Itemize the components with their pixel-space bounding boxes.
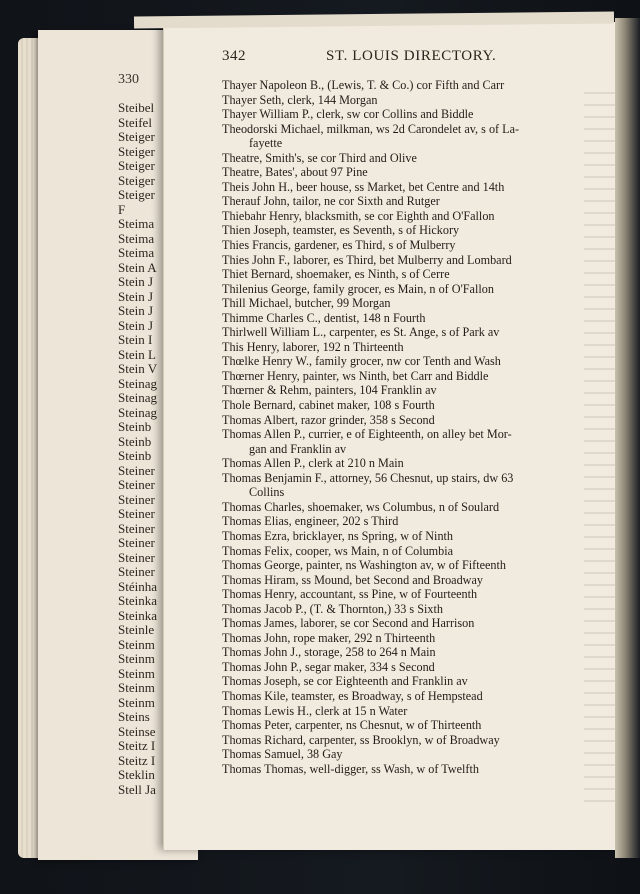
- back-page-line: Steima: [118, 245, 155, 260]
- back-page-line: Steinb: [118, 419, 152, 434]
- back-page-line: Steiner: [118, 564, 155, 579]
- directory-entry: Thomas Henry, accountant, ss Pine, w of Fourteenth: [222, 587, 478, 602]
- directory-entry: Thomas Peter, carpenter, ns Chesnut, w of Thirteenth: [222, 718, 482, 733]
- directory-entry: Thomas Allen P., currier, e of Eighteenth, on alley bet Mor-: [222, 427, 512, 442]
- directory-entry: Thilenius George, family grocer, es Main, n of O'Fallon: [222, 281, 494, 296]
- directory-entry: Thomas George, painter, ns Washington av, w of Fifteenth: [222, 558, 506, 573]
- back-page-line: Steinag: [118, 390, 157, 405]
- directory-entry: Thomas John P., segar maker, 334 s Second: [222, 659, 435, 674]
- directory-entry: Thomas Benjamin F., attorney, 56 Chesnut, up stairs, dw 63: [222, 470, 514, 485]
- back-page-line: Steinka: [118, 593, 157, 608]
- directory-entry: Thirlwell William L., carpenter, es St. Ange, s of Park av: [222, 325, 500, 340]
- back-page-line: Steinm: [118, 665, 155, 681]
- directory-entry: Thomas Joseph, se cor Eighteenth and Franklin av: [222, 674, 468, 689]
- directory-entry: Thies Francis, gardener, es Third, s of Mulberry: [222, 238, 456, 253]
- directory-entry: Thomas Hiram, ss Mound, bet Second and Broadway: [222, 572, 483, 587]
- directory-entry: Thole Bernard, cabinet maker, 108 s Fourth: [222, 398, 435, 413]
- back-page-line: Steiger: [118, 158, 155, 173]
- back-page-line: Steinm: [118, 694, 155, 710]
- directory-entry: Thœrner Henry, painter, ws Ninth, bet Carr and Biddle: [222, 368, 489, 383]
- directory-entry: Therauf John, tailor, ne cor Sixth and Rutger: [222, 194, 440, 209]
- directory-entry: Thomas Samuel, 38 Gay: [222, 747, 343, 762]
- directory-entry: gan and Franklin av: [249, 441, 347, 456]
- book-right-edge: [615, 18, 640, 858]
- directory-entry: Thomas Felix, cooper, ws Main, n of Columbia: [222, 543, 454, 558]
- directory-entry: fayette: [249, 136, 283, 151]
- back-page-line: Steiner: [118, 549, 155, 565]
- directory-entry: Collins: [249, 485, 285, 500]
- directory-entry: Thomas Kile, teamster, es Broadway, s of Hempstead: [222, 688, 483, 703]
- back-page-line: Stein J: [118, 303, 154, 318]
- back-page-number: 330: [118, 72, 139, 87]
- back-page-line: Stein J: [118, 274, 154, 289]
- directory-entries: [222, 78, 602, 776]
- directory-entry: Thomas Thomas, well-digger, ss Wash, w of Twelfth: [222, 761, 479, 776]
- back-page-line: Steitz I: [118, 738, 156, 753]
- directory-entry: Thomas Jacob P., (T. & Thornton,) 33 s Sixth: [222, 601, 443, 616]
- back-page-line: Steifel: [118, 114, 152, 130]
- back-page-line: Steinle: [118, 622, 155, 637]
- back-page-line: Steibel: [118, 100, 155, 115]
- back-page-line: Stéinha: [118, 578, 157, 594]
- directory-entry: Thayer Seth, clerk, 144 Morgan: [222, 92, 378, 107]
- back-page-line: Steinse: [118, 723, 156, 739]
- back-page-line: Steinm: [118, 651, 155, 666]
- back-page-line: Steinm: [118, 680, 155, 695]
- directory-entry: Thomas John, rope maker, 292 n Thirteenth: [222, 630, 436, 645]
- back-page-line: Steiner: [118, 491, 155, 507]
- back-page-line: Steinb: [118, 448, 152, 463]
- directory-entry: Thayer William P., clerk, sw cor Collins and Biddle: [222, 107, 474, 122]
- directory-entry: This Henry, laborer, 192 n Thirteenth: [222, 339, 404, 354]
- back-page-line: Steinag: [118, 375, 157, 391]
- directory-entry: Thomas Charles, shoemaker, ws Columbus, n of Soulard: [222, 499, 500, 514]
- page-number: 342: [222, 48, 246, 64]
- back-page-line: Steima: [118, 230, 155, 246]
- back-page-line: Stein L: [118, 346, 156, 362]
- back-page-line: Steiner: [118, 506, 155, 521]
- directory-entry: Thill Michael, butcher, 99 Morgan: [222, 296, 391, 311]
- back-page-line: Steinka: [118, 607, 157, 623]
- directory-entry: Thomas Albert, razor grinder, 358 s Second: [222, 412, 435, 427]
- back-page-line: Stein I: [118, 332, 153, 347]
- directory-entry: Theatre, Bates', about 97 Pine: [222, 165, 368, 180]
- back-page-line: Stein J: [118, 317, 154, 333]
- directory-entry: Theodorski Michael, milkman, ws 2d Carondelet av, s of La-: [222, 121, 520, 136]
- back-page-line: Steinb: [118, 433, 152, 449]
- running-title: ST. LOUIS DIRECTORY.: [326, 48, 497, 64]
- directory-entry: Thomas John J., storage, 258 to 264 n Main: [222, 645, 436, 660]
- back-page-line: Steiner: [118, 535, 155, 550]
- back-page-line: Steiger: [118, 143, 155, 159]
- page-header: [164, 48, 616, 68]
- back-page-line: Stein A: [118, 259, 157, 275]
- directory-entry: Thœlke Henry W., family grocer, nw cor Tenth and Wash: [222, 354, 501, 369]
- back-page-line: Steklin: [118, 767, 155, 782]
- directory-entry: Thayer Napoleon B., (Lewis, T. & Co.) cor Fifth and Carr: [222, 78, 505, 92]
- directory-entry: Theatre, Smith's, se cor Third and Olive: [222, 150, 417, 165]
- back-page-line: Stell Ja: [118, 781, 156, 797]
- directory-entry: Thomas Allen P., clerk at 210 n Main: [222, 456, 404, 471]
- directory-entry: Thiebahr Henry, blacksmith, se cor Eighth and O'Fallon: [222, 208, 495, 223]
- back-page-line: Steiner: [118, 462, 155, 478]
- front-page: [163, 22, 616, 850]
- back-page-line: Stein J: [118, 288, 154, 304]
- directory-entry: Thimme Charles C., dentist, 148 n Fourth: [222, 310, 426, 325]
- directory-entry: Thomas Ezra, bricklayer, ns Spring, w of Ninth: [222, 528, 454, 543]
- directory-entry: Thomas Elias, engineer, 202 s Third: [222, 514, 399, 529]
- back-page-line: Steiger: [118, 129, 155, 144]
- directory-entry: Thien Joseph, teamster, es Seventh, s of Hickory: [222, 223, 460, 238]
- back-page-line: Steiner: [118, 477, 155, 492]
- back-page-line: Steima: [118, 216, 155, 231]
- directory-entry: Thœrner & Rehm, painters, 104 Franklin av: [222, 383, 437, 398]
- back-page-line: Steins: [118, 709, 150, 724]
- directory-entry: Thomas Lewis H., clerk at 15 n Water: [222, 703, 408, 718]
- back-page-line: Steiner: [118, 520, 155, 536]
- directory-entry: Thiet Bernard, shoemaker, es Ninth, s of Cerre: [222, 267, 450, 282]
- directory-entry: Thomas James, laborer, se cor Second and Harrison: [222, 616, 475, 631]
- back-page-line: Steiger: [118, 187, 155, 202]
- directory-entry: Thomas Richard, carpenter, ss Brooklyn, w of Broadway: [222, 732, 500, 747]
- back-page-line: Stein V: [118, 361, 158, 376]
- back-page-line: F: [118, 201, 126, 217]
- back-page-line: Steinag: [118, 404, 157, 420]
- directory-entry: Theis John H., beer house, ss Market, bet Centre and 14th: [222, 179, 505, 194]
- back-page-line: Steiger: [118, 172, 155, 188]
- directory-entry: Thies John F., laborer, es Third, bet Mulberry and Lombard: [222, 252, 512, 267]
- back-page-line: Steinm: [118, 636, 155, 652]
- back-page-line: Steitz I: [118, 752, 156, 768]
